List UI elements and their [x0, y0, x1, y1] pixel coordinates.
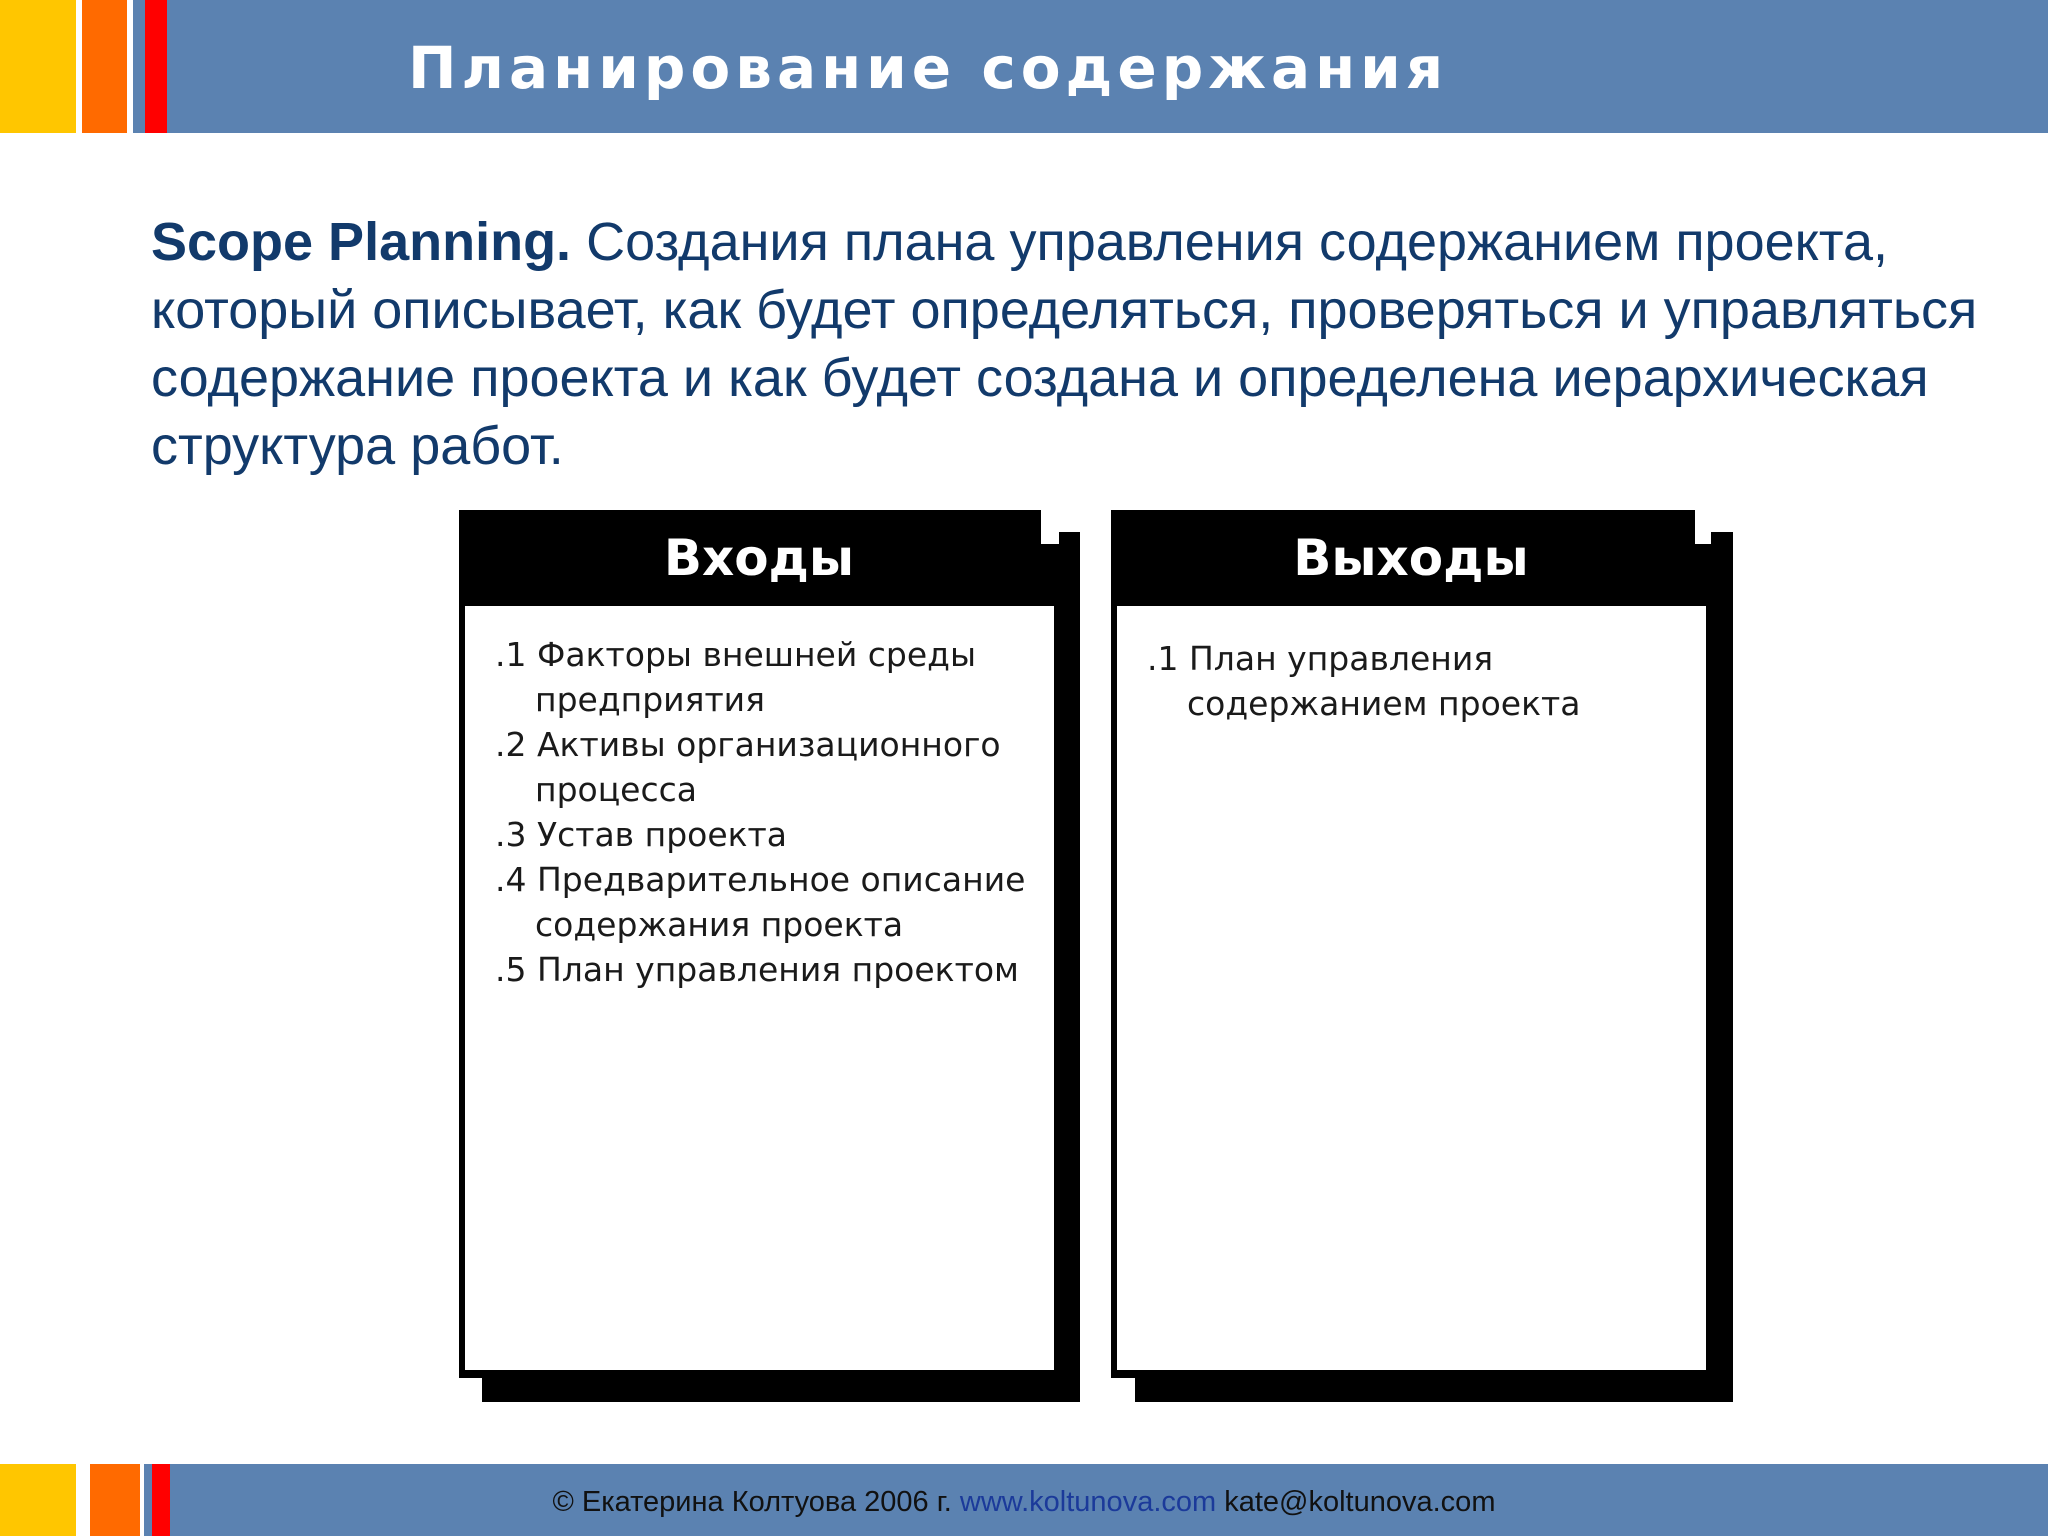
inputs-item: .5 План управления проектом: [495, 950, 1019, 989]
intro-term: Scope Planning.: [151, 212, 572, 272]
inputs-item: .3 Устав проекта: [495, 815, 788, 854]
footer-email-link[interactable]: kate@koltunova.com: [1224, 1486, 1496, 1518]
inputs-panel-body: [465, 606, 1054, 1370]
inputs-panel: [459, 510, 1059, 1378]
outputs-panel-title: Выходы: [1293, 529, 1529, 587]
header-stripe-orange: [82, 0, 127, 133]
header-stripe-blue: [133, 0, 145, 133]
inputs-item: .4 Предварительное описание содержания проекта: [495, 860, 1026, 944]
header-stripe-yellow: [0, 0, 76, 133]
footer-text: [0, 1484, 2048, 1520]
outputs-panel: [1111, 510, 1711, 1378]
slide-title: Планирование содержания: [408, 34, 1449, 102]
footer-copyright: © Екатерина Колтуова 2006 г.: [552, 1486, 952, 1518]
inputs-panel-title: Входы: [663, 529, 855, 587]
header-stripe-red: [145, 0, 167, 133]
outputs-panel-body: [1117, 606, 1706, 1370]
intro-text: Создания плана управления содержанием проекта, который описывает, как будет определяться, проверяться и управляться содержание проекта и как будет создана и определена иерархическая структура работ.: [151, 212, 1978, 476]
outputs-item: .1 План управления содержанием проекта: [1147, 639, 1581, 723]
intro-paragraph: [151, 208, 2011, 480]
inputs-item: .2 Активы организационного процесса: [495, 725, 1001, 809]
inputs-item: .1 Факторы внешней среды предприятия: [495, 635, 977, 719]
footer-website-link[interactable]: www.koltunova.com: [959, 1486, 1217, 1518]
